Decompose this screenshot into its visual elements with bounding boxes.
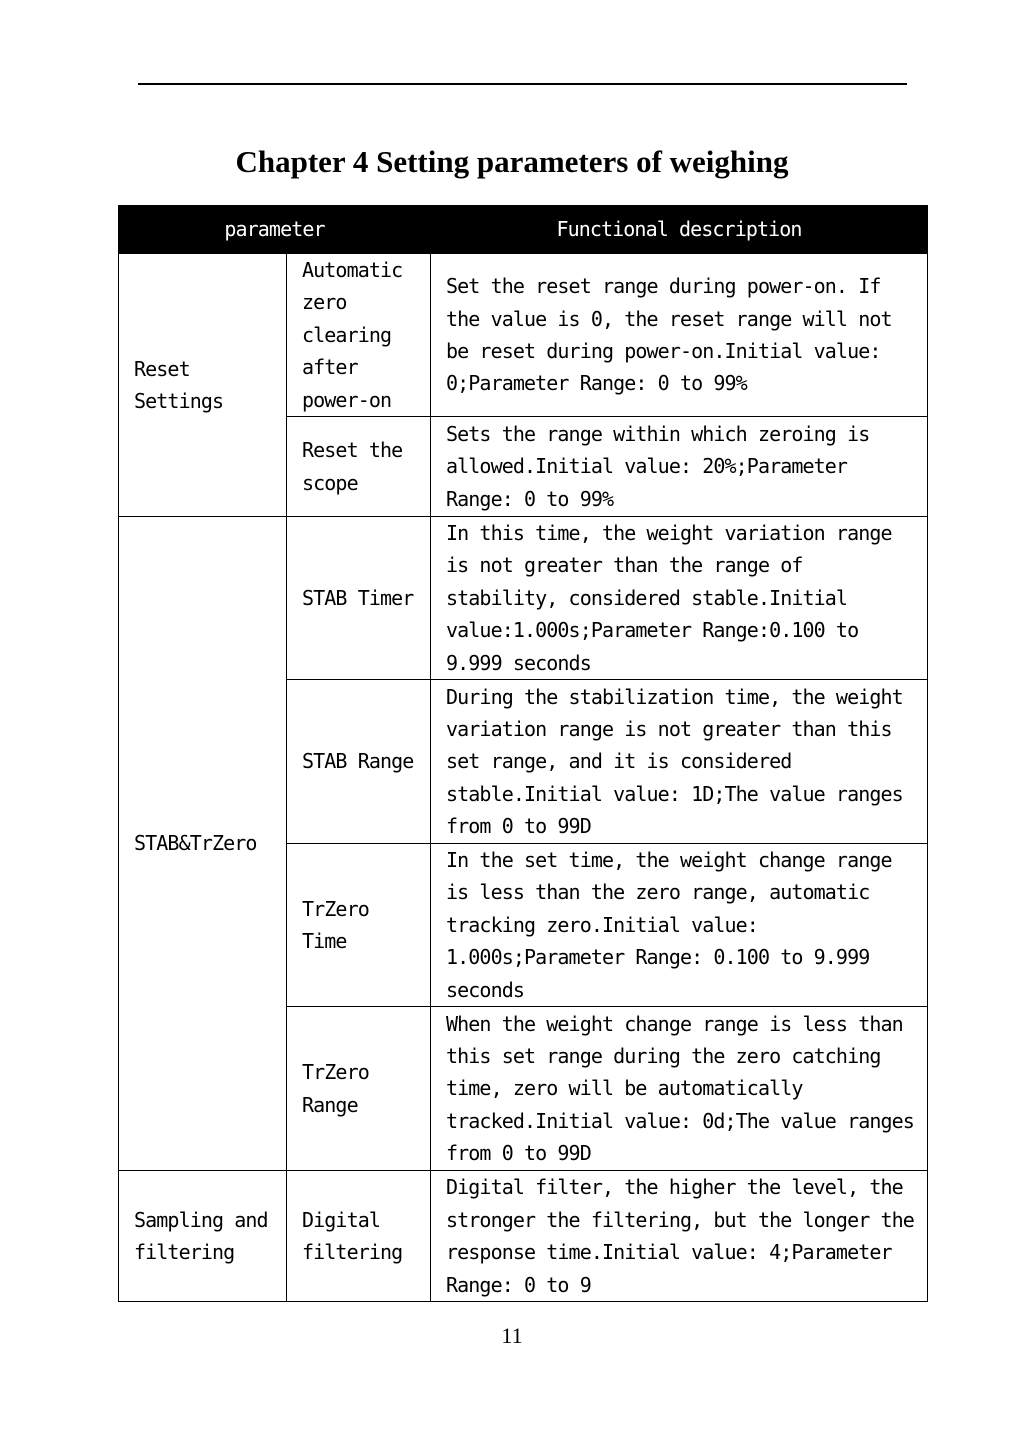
param-description: Set the reset range during power-on. If the value is 0, the reset range will not be reset during power-on.Initial value: 0;Parameter Range: 0 to 99%: [431, 254, 928, 417]
param-description: When the weight change range is less than this set range during the zero catching time, zero will be automatically tracked.Initial value: 0d;The value ranges from 0 to 99D: [431, 1007, 928, 1171]
param-description: Sets the range within which zeroing is allowed.Initial value: 20%;Parameter Range: 0 to 99%: [431, 417, 928, 517]
chapter-title: Chapter 4 Setting parameters of weighing: [235, 144, 789, 179]
param-name: Digital filtering: [287, 1171, 431, 1302]
param-name: STAB Timer: [287, 517, 431, 680]
param-name: Reset the scope: [287, 417, 431, 517]
param-name: TrZero Range: [287, 1007, 431, 1171]
param-description: During the stabilization time, the weight variation range is not greater than this set range, and it is considered stable.Initial value: 1D;The value ranges from 0 to 99D: [431, 680, 928, 844]
param-description: In this time, the weight variation range is not greater than the range of stability, considered stable.Initial value:1.000s;Parameter Range:0.100 to 9.999 seconds: [431, 517, 928, 680]
table-row: [119, 254, 928, 417]
group-reset-settings: Reset Settings: [119, 254, 287, 517]
header-parameter: parameter: [119, 206, 431, 254]
param-description: In the set time, the weight change range is less than the zero range, automatic tracking zero.Initial value: 1.000s;Parameter Range: 0.100 to 9.999 seconds: [431, 844, 928, 1007]
param-name: Automatic zero clearing after power-on: [287, 254, 431, 417]
page-number: 11: [501, 1323, 523, 1348]
table-header-row: [119, 206, 928, 254]
parameter-table: [118, 205, 928, 1302]
param-description: Digital filter, the higher the level, the stronger the filtering, but the longer the response time.Initial value: 4;Parameter Range: 0 to 9: [431, 1171, 928, 1302]
group-sampling-and-filtering: Sampling and filtering: [119, 1171, 287, 1302]
param-name: STAB Range: [287, 680, 431, 844]
table-row: [119, 517, 928, 680]
group-stab-trzero: STAB&TrZero: [119, 517, 287, 1171]
header-rule: [138, 83, 907, 85]
param-name: TrZero Time: [287, 844, 431, 1007]
header-functional-description: Functional description: [431, 206, 928, 254]
table-row: [119, 1171, 928, 1302]
